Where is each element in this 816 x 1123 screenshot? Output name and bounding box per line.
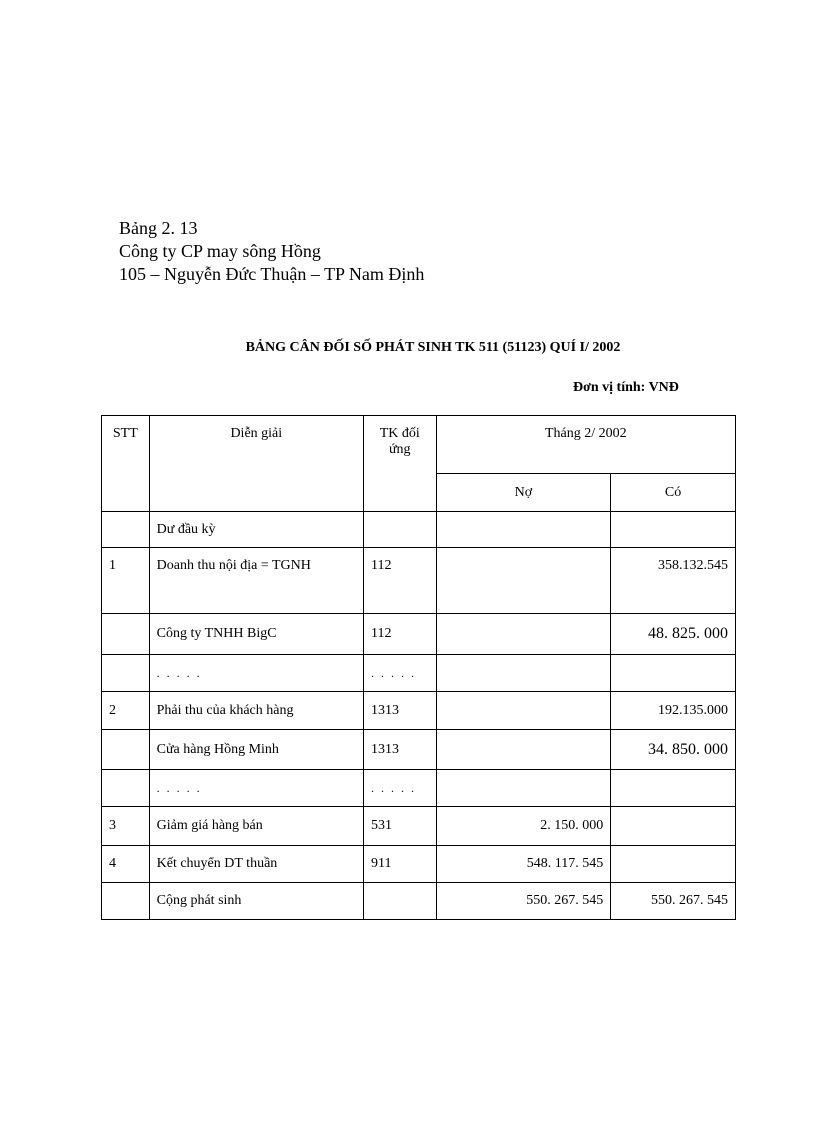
table-row — [102, 770, 736, 807]
cell-description: Cửa hàng Hồng Minh — [149, 730, 363, 770]
header-credit: Có — [611, 474, 736, 512]
cell-description: Dư đầu kỳ — [149, 512, 363, 548]
cell-credit — [611, 512, 736, 548]
cell-stt — [102, 614, 150, 655]
cell-debit — [436, 512, 611, 548]
document-title: BẢNG CÂN ĐỐI SỐ PHÁT SINH TK 511 (51123) QUÍ I/ 2002 — [245, 340, 621, 355]
cell-account — [363, 883, 436, 920]
cell-credit: 48. 825. 000 — [611, 614, 736, 655]
table-row — [102, 614, 736, 655]
cell-credit — [611, 655, 736, 692]
cell-description: Doanh thu nội địa = TGNH — [149, 548, 363, 614]
cell-stt — [102, 730, 150, 770]
cell-account: 112 — [363, 614, 436, 655]
table-row — [102, 655, 736, 692]
cell-account: 1313 — [363, 692, 436, 730]
cell-description: Kết chuyển DT thuần — [149, 846, 363, 883]
cell-credit: 192.135.000 — [611, 692, 736, 730]
cell-stt: 3 — [102, 807, 150, 846]
cell-description: Công ty TNHH BigC — [149, 614, 363, 655]
currency-unit: Đơn vị tính: VNĐ — [573, 380, 679, 395]
cell-description: Phải thu của khách hàng — [149, 692, 363, 730]
cell-stt — [102, 883, 150, 920]
balance-table — [101, 415, 736, 920]
cell-account — [363, 512, 436, 548]
cell-account: 1313 — [363, 730, 436, 770]
cell-stt — [102, 770, 150, 807]
cell-debit — [436, 548, 611, 614]
table-row — [102, 548, 736, 614]
cell-debit — [436, 655, 611, 692]
cell-debit: 550. 267. 545 — [436, 883, 611, 920]
cell-credit — [611, 770, 736, 807]
cell-stt — [102, 512, 150, 548]
company-address: 105 – Nguyễn Đức Thuận – TP Nam Định — [119, 264, 425, 284]
table-row-total — [102, 883, 736, 920]
table-row — [102, 730, 736, 770]
cell-stt: 2 — [102, 692, 150, 730]
cell-stt: 1 — [102, 548, 150, 614]
cell-account: 531 — [363, 807, 436, 846]
company-name: Công ty CP may sông Hồng — [119, 241, 321, 261]
cell-credit: 550. 267. 545 — [611, 883, 736, 920]
document-header — [119, 217, 424, 286]
header-period: Tháng 2/ 2002 — [436, 416, 735, 474]
cell-description: Cộng phát sinh — [149, 883, 363, 920]
cell-debit: 548. 117. 545 — [436, 846, 611, 883]
table-row — [102, 846, 736, 883]
cell-description: . . . . . — [149, 655, 363, 692]
cell-debit — [436, 614, 611, 655]
cell-credit — [611, 846, 736, 883]
table-reference: Bảng 2. 13 — [119, 218, 198, 238]
cell-debit — [436, 730, 611, 770]
cell-account: 911 — [363, 846, 436, 883]
cell-debit — [436, 692, 611, 730]
cell-credit — [611, 807, 736, 846]
header-description: Diễn giải — [149, 416, 363, 512]
cell-account: . . . . . — [363, 655, 436, 692]
table-row — [102, 512, 736, 548]
cell-description: Giảm giá hàng bán — [149, 807, 363, 846]
table-row — [102, 692, 736, 730]
cell-account: 112 — [363, 548, 436, 614]
cell-credit: 34. 850. 000 — [611, 730, 736, 770]
cell-description: . . . . . — [149, 770, 363, 807]
cell-debit: 2. 150. 000 — [436, 807, 611, 846]
header-stt: STT — [102, 416, 150, 512]
cell-credit: 358.132.545 — [611, 548, 736, 614]
header-debit: Nợ — [436, 474, 611, 512]
header-account: TK đối ứng — [363, 416, 436, 512]
cell-stt: 4 — [102, 846, 150, 883]
table-row — [102, 807, 736, 846]
cell-debit — [436, 770, 611, 807]
cell-stt — [102, 655, 150, 692]
cell-account: . . . . . — [363, 770, 436, 807]
